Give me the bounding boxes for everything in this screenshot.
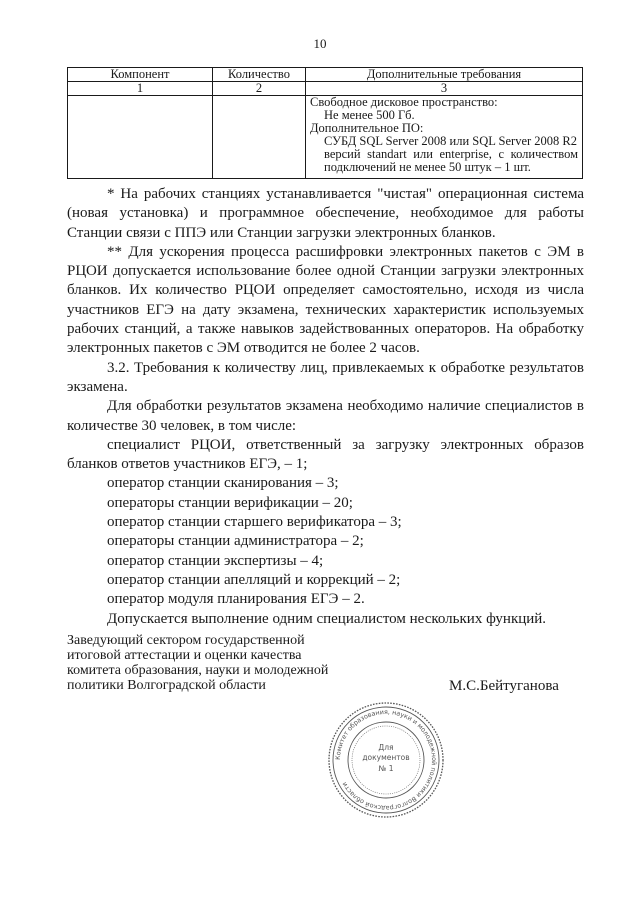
table-number-cell: 3: [306, 82, 583, 96]
list-item: оператор станции экспертизы – 4;: [107, 552, 324, 569]
cell-line: СУБД SQL Server 2008 или SQL Server 2008 R2: [324, 134, 578, 148]
closing-paragraph: Допускается выполнение одним специалистом нескольких функций.: [107, 610, 547, 627]
signatory-title-line: комитета образования, науки и молодежной: [67, 663, 329, 678]
table-header-cell: Количество: [213, 68, 306, 82]
paragraph: специалист РЦОИ, ответственный за загрузку электронных образов бланков ответов участников ЕГЭ, – 1;: [67, 436, 584, 473]
cell-line: Дополнительное ПО:: [310, 121, 424, 135]
table-cell-empty: [68, 96, 213, 179]
stamp-center-text: Для: [378, 743, 394, 752]
stamp-ring-text: Комитет образования, науки и молодежной политики Волгоградской области: [333, 707, 439, 813]
body-text: [67, 185, 584, 629]
cell-line: подключений не менее 50 штук – 1 шт.: [324, 160, 531, 174]
table-header-row: [68, 68, 583, 82]
cell-line: версий standart или enterprise, с количеством: [324, 147, 578, 161]
signatory-name: М.С.Бейтуганова: [449, 678, 559, 694]
list-item: оператор станции старшего верификатора – 3;: [107, 514, 402, 531]
paragraph: Для обработки результатов экзамена необходимо наличие специалистов в количестве 30 человек, в том числе:: [67, 398, 584, 434]
list-item: оператор станции сканирования – 3;: [107, 475, 339, 492]
list-item: оператор модуля планирования ЕГЭ – 2.: [107, 591, 365, 608]
requirements-table: [67, 67, 583, 179]
table-number-cell: 2: [213, 82, 306, 96]
signatory-title-line: Заведующий сектором государственной: [67, 633, 305, 648]
stamp-center-text: № 1: [378, 764, 394, 773]
paragraph: * На рабочих станциях устанавливается "чистая" операционная система (новая установка) и программное обеспечение, необходимое для работы Станции связи с ППЭ или Станции загрузки электронных бланков.: [67, 186, 584, 241]
list-item: оператор станции апелляций и коррекций – 2;: [107, 571, 401, 588]
cell-line: Не менее 500 Гб.: [324, 108, 415, 122]
paragraph: 3.2. Требования к количеству лиц, привлекаемых к обработке результатов экзамена.: [67, 359, 584, 395]
list-item: операторы станции верификации – 20;: [107, 494, 353, 511]
signatory-title-line: политики Волгоградской области: [67, 678, 266, 693]
list-item: операторы станции администратора – 2;: [107, 533, 364, 550]
table-header-cell: Дополнительные требования: [306, 68, 583, 82]
table-number-row: [68, 82, 583, 96]
stamp-center-text: документов: [362, 753, 410, 762]
table-row: [68, 96, 583, 179]
requirements-cell: [306, 96, 583, 179]
table-cell-empty: [213, 96, 306, 179]
page-number: 10: [313, 36, 327, 51]
official-stamp: [326, 700, 446, 820]
signatory-title: [67, 633, 367, 693]
table-header-cell: Компонент: [68, 68, 213, 82]
signatory-title-line: итоговой аттестации и оценки качества: [67, 648, 302, 663]
cell-line: Свободное дисковое пространство:: [310, 95, 498, 109]
table-number-cell: 1: [68, 82, 213, 96]
paragraph: ** Для ускорения процесса расшифровки электронных пакетов с ЭМ в РЦОИ допускается использование более одной Станции загрузки электронных бланков. Их количество РЦОИ определяет самостоятельно, исходя из числа участников ЕГЭ на дату экзамена, технических характеристик используемых рабочих станций, а также навыков задействованных операторов. На обработку электронных пакетов с ЭМ отводится не более 2 часов.: [67, 243, 584, 357]
